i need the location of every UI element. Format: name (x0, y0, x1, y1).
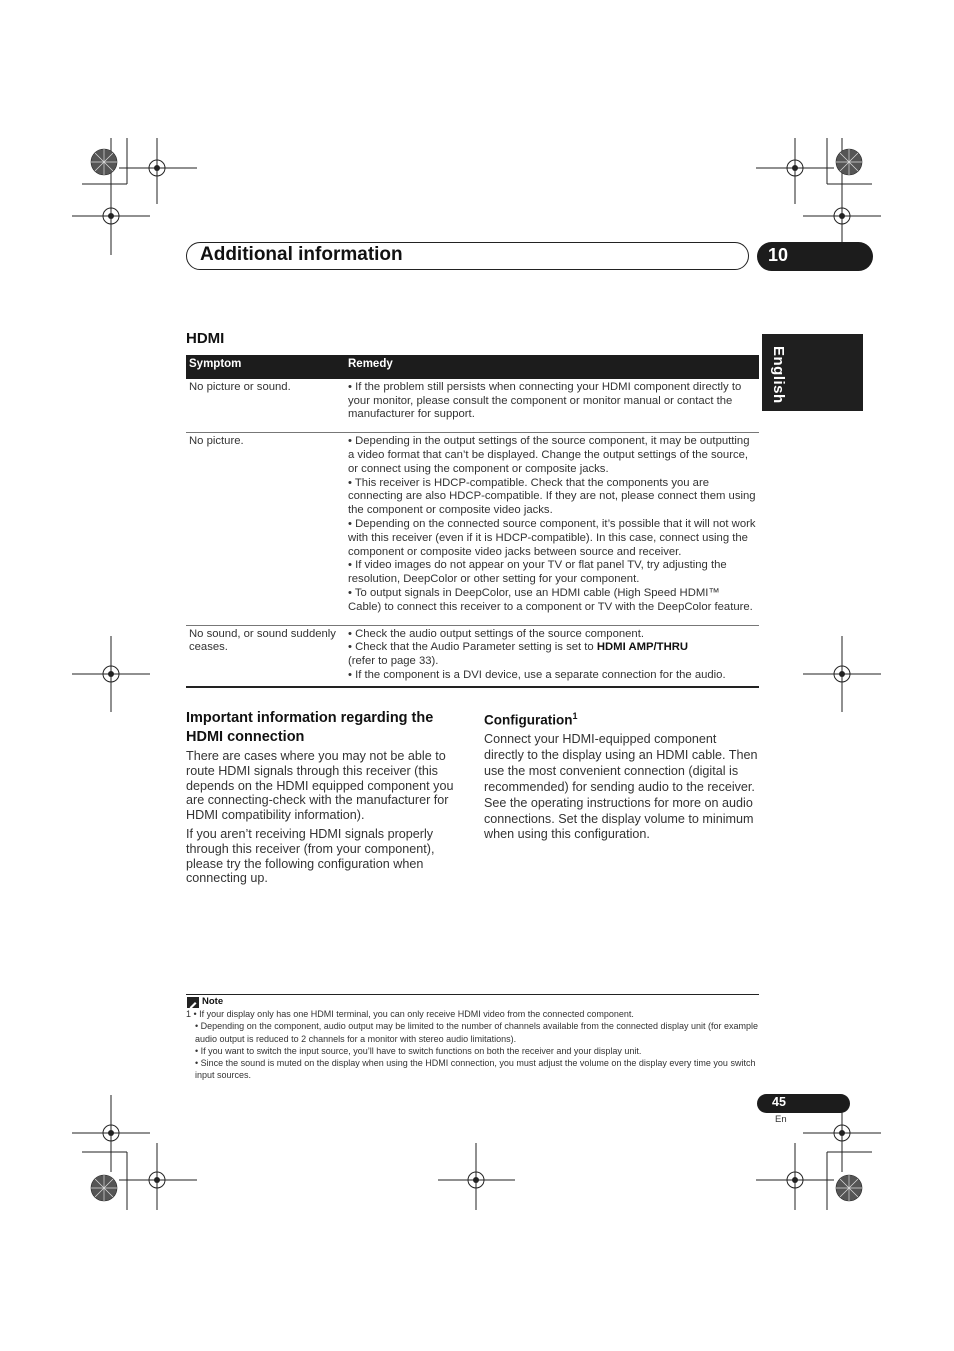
chapter-number: 10 (768, 245, 789, 265)
table-row (186, 433, 759, 625)
footnote-ref: 1 (572, 711, 578, 721)
troubleshooting-table (186, 355, 759, 688)
remedy-cell (345, 433, 759, 625)
remedy-item: (refer to page 33). (348, 655, 439, 668)
chapter-title: Additional information (200, 244, 403, 265)
configuration-heading (484, 711, 578, 728)
table-row (186, 379, 759, 433)
important-paragraph-2: If you aren’t receiving HDMI signals properly through this receiver (from your component), please try the following configuration when connecting up. (186, 827, 435, 886)
remedy-cell (345, 625, 759, 687)
note-label: Note (202, 996, 224, 1007)
note-item: • Since the sound is muted on the display when using the HDMI connection, you must adjust the volume on the display every time you switch input sources. (195, 1058, 756, 1081)
remedy-item: • If video images do not appear on your TV or flat panel TV, try adjusting the resolution, DeepColor or other setting for your component. (348, 559, 727, 586)
remedy-item: • Check the audio output settings of the source component. (348, 627, 644, 640)
section-title: HDMI (186, 330, 225, 347)
language-label: English (770, 346, 787, 404)
configuration-body: Connect your HDMI-equipped component directly to the display using an HDMI cable. Then use the most convenient connection (digital is recommended) for sending audio to the receiver. See the operating instructions for more on audio connections. Set the display volume to minimum when using this configuration. (484, 732, 758, 842)
remedy-item: • To output signals in DeepColor, use an HDMI cable (High Speed HDMI™ Cable) to connect this receiver to a component or TV with the DeepColor feature. (348, 586, 753, 613)
remedy-cell (345, 379, 759, 433)
remedy-item: • If the component is a DVI device, use a separate connection for the audio. (348, 668, 726, 681)
important-paragraph-1: There are cases where you may not be able to route HDMI signals through this receiver (this depends on the HDMI equipped component you are connecting-check with the manufacturer for HDMI compatibility information). (186, 749, 454, 823)
column-header-symptom: Symptom (186, 355, 345, 379)
remedy-item: • Depending in the output settings of the source component, it may be outputting a video format that can’t be displayed. Change the output settings of the source, or connect using the component or composite jacks. (348, 435, 750, 475)
remedy-item: • This receiver is HDCP-compatible. Check that the components you are connecting are also HDCP-compatible. If they are not, please connect them using the component or composite video jacks. (348, 476, 756, 517)
note-item: • If you want to switch the input source, you’ll have to switch functions on both the receiver and your display unit. (195, 1045, 642, 1056)
symptom-cell: No sound, or sound suddenly ceases. (186, 625, 345, 687)
pencil-note-icon (187, 997, 199, 1008)
note-list (186, 1008, 761, 1082)
remedy-text: • Check that the Audio Parameter setting is set to (348, 641, 597, 654)
remedy-item: • Depending on the connected source component, it’s possible that it will not work with this receiver (even if it is HDCP-compatible). In this case, connect using the component or composite video jacks between source and receiver. (348, 517, 756, 558)
note-item: 1 • If your display only has one HDMI terminal, you can only receive HDMI video from the connected component. (186, 1009, 634, 1019)
table-header-row (186, 355, 759, 379)
important-heading: Important information regarding the HDMI connection (186, 710, 434, 745)
note-item: • Depending on the component, audio output may be limited to the number of channels available from the connected display unit (for example audio output is reduced to 2 channels for a monitor with stereo audio limitations). (195, 1021, 758, 1044)
note-divider (186, 994, 759, 995)
table-row (186, 625, 759, 687)
column-header-remedy: Remedy (345, 355, 759, 379)
symptom-cell: No picture. (186, 433, 345, 625)
page-number: 45 (772, 1095, 786, 1109)
remedy-item: • If the problem still persists when connecting your HDMI component directly to your monitor, please consult the component or monitor manual or contact the manufacturer for support. (348, 380, 742, 421)
page-language: En (775, 1114, 787, 1125)
symptom-cell: No picture or sound. (186, 379, 345, 433)
setting-name: HDMI AMP/THRU (596, 641, 689, 654)
configuration-title: Configuration (484, 712, 573, 728)
remedy-item (348, 641, 756, 655)
page-number-tab (757, 1094, 850, 1113)
